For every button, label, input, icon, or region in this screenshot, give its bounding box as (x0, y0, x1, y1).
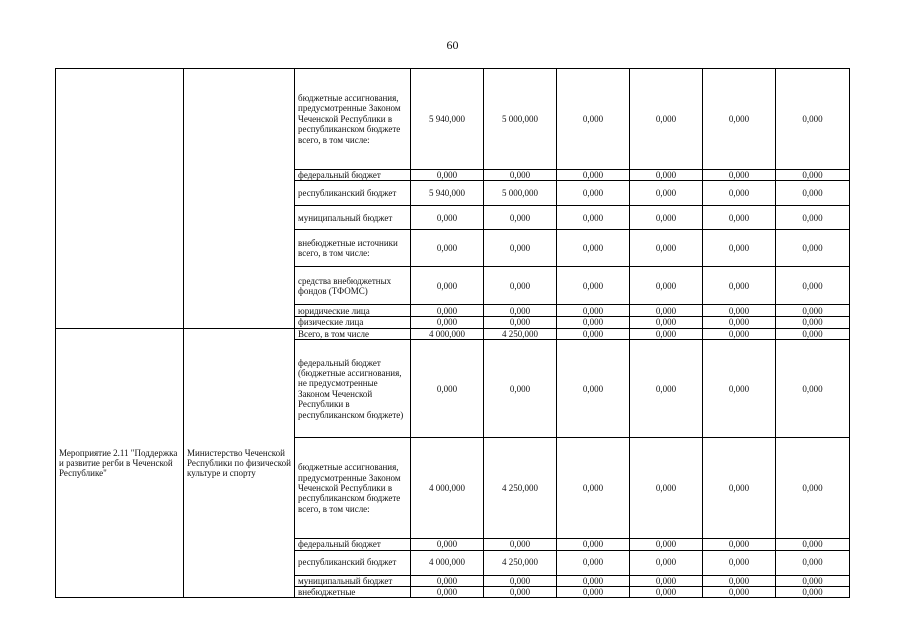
funding-source-cell: юридические лица (295, 305, 411, 317)
value-cell: 0,000 (630, 550, 703, 575)
value-cell: 0,000 (484, 317, 557, 328)
value-cell: 0,000 (776, 206, 850, 230)
value-cell: 0,000 (776, 317, 850, 328)
value-cell: 0,000 (484, 587, 557, 598)
value-cell: 4 000,000 (411, 328, 484, 339)
value-cell: 0,000 (776, 438, 850, 539)
page-number: 60 (446, 38, 459, 52)
value-cell: 0,000 (703, 69, 776, 170)
value-cell: 0,000 (557, 69, 630, 170)
funding-source-cell: муниципальный бюджет (295, 206, 411, 230)
value-cell: 0,000 (776, 305, 850, 317)
value-cell: 0,000 (557, 539, 630, 550)
value-cell: 0,000 (630, 305, 703, 317)
value-cell: 0,000 (557, 305, 630, 317)
value-cell: 0,000 (703, 206, 776, 230)
value-cell: 0,000 (703, 230, 776, 267)
value-cell: 0,000 (630, 575, 703, 586)
value-cell: 0,000 (557, 267, 630, 305)
value-cell: 0,000 (557, 230, 630, 267)
value-cell: 0,000 (703, 328, 776, 339)
funding-source-cell: федеральный бюджет (295, 539, 411, 550)
value-cell: 0,000 (557, 438, 630, 539)
value-cell: 0,000 (630, 539, 703, 550)
executor-cell: Министерство Чеченской Республики по физической культуре и спорту (184, 328, 295, 598)
value-cell: 0,000 (630, 181, 703, 206)
value-cell: 0,000 (557, 206, 630, 230)
funding-source-cell: республиканский бюджет (295, 181, 411, 206)
value-cell: 0,000 (411, 539, 484, 550)
value-cell: 0,000 (703, 438, 776, 539)
value-cell: 0,000 (630, 438, 703, 539)
value-cell: 0,000 (776, 181, 850, 206)
value-cell: 4 000,000 (411, 550, 484, 575)
value-cell: 0,000 (776, 69, 850, 170)
value-cell: 0,000 (776, 587, 850, 598)
value-cell: 0,000 (557, 328, 630, 339)
funding-source-cell: республиканский бюджет (295, 550, 411, 575)
value-cell: 0,000 (411, 305, 484, 317)
value-cell: 0,000 (703, 317, 776, 328)
value-cell: 0,000 (411, 575, 484, 586)
value-cell: 4 250,000 (484, 550, 557, 575)
value-cell: 0,000 (776, 267, 850, 305)
value-cell: 0,000 (411, 267, 484, 305)
budget-table-body (56, 69, 850, 598)
funding-source-cell: внебюджетные источники всего, в том числе: (295, 230, 411, 267)
funding-source-cell: бюджетные ассигнования, предусмотренные Законом Чеченской Республики в республиканском бюджете всего, в том числе: (295, 438, 411, 539)
value-cell: 0,000 (703, 305, 776, 317)
value-cell: 0,000 (484, 305, 557, 317)
value-cell: 0,000 (411, 340, 484, 438)
value-cell: 0,000 (630, 230, 703, 267)
value-cell: 0,000 (703, 550, 776, 575)
value-cell: 0,000 (776, 230, 850, 267)
value-cell: 5 940,000 (411, 69, 484, 170)
value-cell: 0,000 (557, 170, 630, 181)
value-cell: 0,000 (411, 170, 484, 181)
value-cell: 0,000 (703, 267, 776, 305)
executor-cell (184, 69, 295, 329)
funding-source-cell: бюджетные ассигнования, предусмотренные Законом Чеченской Республики в республиканском бюджете всего, в том числе: (295, 69, 411, 170)
funding-source-cell: Всего, в том числе (295, 328, 411, 339)
value-cell: 0,000 (411, 317, 484, 328)
value-cell: 5 000,000 (484, 181, 557, 206)
value-cell: 0,000 (776, 539, 850, 550)
value-cell: 0,000 (776, 340, 850, 438)
funding-source-cell: внебюджетные (295, 587, 411, 598)
value-cell: 0,000 (411, 206, 484, 230)
table-row (56, 328, 850, 339)
measure-name-cell: Мероприятие 2.11 "Поддержка и развитие регби в Чеченской Республике" (56, 328, 184, 598)
value-cell: 0,000 (484, 340, 557, 438)
value-cell: 0,000 (630, 206, 703, 230)
value-cell: 0,000 (703, 170, 776, 181)
value-cell: 0,000 (411, 230, 484, 267)
value-cell: 0,000 (630, 69, 703, 170)
budget-table (55, 68, 850, 598)
value-cell: 0,000 (484, 206, 557, 230)
value-cell: 0,000 (557, 317, 630, 328)
value-cell: 4 000,000 (411, 438, 484, 539)
value-cell: 0,000 (630, 587, 703, 598)
funding-source-cell: федеральный бюджет (бюджетные ассигнования, не предусмотренные Законом Чеченской Республики в республиканском бюджете) (295, 340, 411, 438)
value-cell: 0,000 (557, 340, 630, 438)
value-cell: 0,000 (557, 587, 630, 598)
funding-source-cell: средства внебюджетных фондов (ТФОМС) (295, 267, 411, 305)
value-cell: 4 250,000 (484, 328, 557, 339)
funding-source-cell: федеральный бюджет (295, 170, 411, 181)
value-cell: 4 250,000 (484, 438, 557, 539)
value-cell: 0,000 (630, 267, 703, 305)
value-cell: 0,000 (557, 181, 630, 206)
value-cell: 0,000 (484, 230, 557, 267)
value-cell: 0,000 (484, 170, 557, 181)
value-cell: 0,000 (557, 575, 630, 586)
value-cell: 0,000 (776, 575, 850, 586)
value-cell: 5 940,000 (411, 181, 484, 206)
value-cell: 0,000 (703, 587, 776, 598)
value-cell: 0,000 (776, 170, 850, 181)
table-row (56, 69, 850, 170)
value-cell: 0,000 (484, 575, 557, 586)
value-cell: 0,000 (484, 539, 557, 550)
funding-source-cell: физические лица (295, 317, 411, 328)
value-cell: 0,000 (703, 575, 776, 586)
measure-name-cell (56, 69, 184, 329)
value-cell: 0,000 (776, 550, 850, 575)
value-cell: 0,000 (776, 328, 850, 339)
value-cell: 0,000 (630, 170, 703, 181)
value-cell: 0,000 (484, 267, 557, 305)
value-cell: 0,000 (703, 539, 776, 550)
value-cell: 0,000 (557, 550, 630, 575)
value-cell: 0,000 (411, 587, 484, 598)
value-cell: 0,000 (630, 340, 703, 438)
value-cell: 0,000 (630, 328, 703, 339)
value-cell: 0,000 (703, 181, 776, 206)
funding-source-cell: муниципальный бюджет (295, 575, 411, 586)
value-cell: 0,000 (703, 340, 776, 438)
value-cell: 0,000 (630, 317, 703, 328)
value-cell: 5 000,000 (484, 69, 557, 170)
